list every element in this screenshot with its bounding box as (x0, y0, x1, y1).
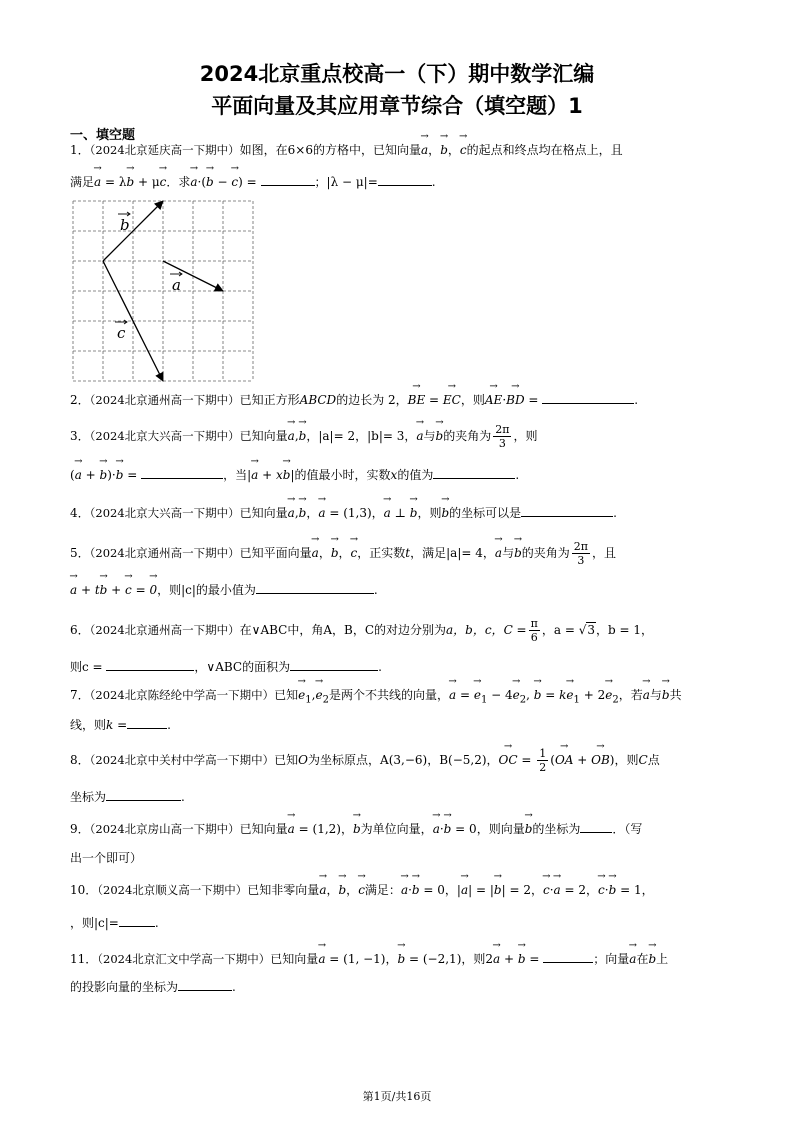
q3-angle-fraction: $\frac{2\pi}{3}$ (495, 423, 510, 450)
q1-text: ．求 (166, 175, 191, 189)
q5-text: 的夹角为 (521, 546, 570, 560)
q4-coordinates: (1,3) (343, 506, 372, 520)
q10-text: ，则|c|= (70, 916, 119, 930)
q11-vector-b: (−2,1) (422, 952, 462, 966)
q8-point-b: B(−5,2)， (439, 753, 499, 767)
question-8: 8．（2024北京中关村中学高一下期中）已知O为坐标原点，A(3,−6)，B(−5,2)，→ OC = $\frac{1}{2}$ (→ OA + → OB)，则C点 (70, 745, 730, 775)
question-9: 9．（2024北京房山高一下期中）已知向量→ a = (1,2)，→ b为单位向量，→ a·→ b = 0，则向量→ b的坐标为 ．（写 (70, 814, 730, 844)
q9-text: 已知向量 (239, 822, 288, 836)
q9-text: 的坐标为 (532, 822, 581, 836)
answer-blank[interactable] (580, 820, 612, 833)
doc-title-line1: 2024北京重点校高一（下）期中数学汇编 (199, 62, 595, 86)
q7-text: ，若 (618, 688, 643, 702)
q8-text: 已知 (274, 753, 299, 767)
answer-blank[interactable] (261, 173, 315, 186)
answer-blank[interactable] (542, 391, 634, 404)
q7-text: 已知 (274, 688, 299, 702)
q6-text: ，b = 1， (596, 623, 654, 637)
q9-source: （2024北京房山高一下期中） (89, 822, 240, 836)
q2-text: ，则 (460, 393, 485, 407)
q5-number: 5． (70, 546, 90, 560)
q5-text: ，且 (592, 546, 617, 560)
q1-text: ； (314, 175, 327, 189)
q1-text: 的方格中，已知向量 (313, 143, 422, 157)
q3-number: 3． (70, 429, 90, 443)
q11-text: 上 (656, 952, 669, 966)
q11-text: 在 (636, 952, 649, 966)
q11-vector-a: (1, −1) (343, 952, 386, 966)
q4-text: ，则 (417, 506, 442, 520)
q9-text: 为单位向量， (360, 822, 433, 836)
q7-source: （2024北京陈经纶中学高一下期中） (89, 688, 275, 702)
answer-blank[interactable] (543, 950, 593, 963)
q6-sides: a，b，c， (446, 623, 504, 637)
q5-text: ，则|c|的最小值为 (157, 583, 256, 597)
answer-blank[interactable] (106, 658, 194, 671)
q3-text: ，则 (513, 429, 538, 443)
q6-angle-fraction: $\frac{\pi}{6}$ (530, 617, 538, 644)
label-a: a (172, 276, 181, 294)
q5-angle-fraction: $\frac{2\pi}{3}$ (573, 540, 589, 567)
answer-blank[interactable] (256, 581, 374, 594)
q8-half-fraction: $\frac{1}{2}$ (539, 747, 547, 774)
answer-blank[interactable] (106, 788, 181, 801)
answer-blank[interactable] (521, 504, 613, 517)
q4-text: 已知向量 (239, 506, 288, 520)
q2-number: 2． (70, 393, 90, 407)
q6-text: ，∨ABC的面积为 (194, 660, 291, 674)
answer-blank[interactable] (378, 173, 432, 186)
q11-text: ；向量 (593, 952, 630, 966)
q1-source: （2024北京延庆高一下期中） (89, 143, 240, 157)
question-7-line2: 线，则k = . (70, 718, 171, 732)
q9-number: 9． (70, 822, 90, 836)
q8-point-a: A(3,−6)， (380, 753, 440, 767)
q8-source: （2024北京中关村中学高一下期中） (89, 753, 275, 767)
q5-text: ，正实数 (357, 546, 406, 560)
question-3-line2: (→ a + → b)·→ b = ，当|→ a + x→ b|的值最小时，实数x的值为 . (70, 460, 730, 490)
q1-text: 的起点和终点均在格点上，且 (466, 143, 623, 157)
section-title: 一、填空题 (70, 128, 136, 143)
q5-text: ，满足 (410, 546, 447, 560)
q6-source: （2024北京通州高一下期中） (89, 623, 240, 637)
vec-b: → b (440, 141, 448, 156)
q2-text: 已知正方形 (239, 393, 300, 407)
q10-number: 10． (70, 883, 98, 897)
answer-blank[interactable] (141, 466, 223, 479)
q9-coordinates: (1,2) (312, 822, 341, 836)
answer-blank[interactable] (433, 466, 515, 479)
q5-text: |a|= 4 (446, 546, 483, 560)
q9-text: ．（写 (612, 822, 643, 836)
grid-lines (73, 201, 253, 381)
q2-text: 的边长为 2， (336, 393, 408, 407)
q6-angle: C = (503, 623, 527, 637)
question-9-line2 (70, 843, 730, 873)
question-1-line2: 满足→ a = λ→ b + μ→ c．求→ a·(→ b − → c) = ；|λ − μ|= . (70, 167, 730, 197)
q3-text: ，当 (223, 468, 248, 482)
question-5-line2: → a + t→ b + → c = → 0，则|c|的最小值为 . (70, 575, 730, 605)
question-6-line2: 则c = ，∨ABC的面积为 . (70, 660, 382, 674)
question-8-line2: 坐标为 . (70, 790, 185, 804)
q5-source: （2024北京通州高一下期中） (89, 546, 240, 560)
q3-text: ，|a|= 2，|b|= 3， (306, 429, 417, 443)
question-10: 10．（2024北京顺义高一下期中）已知非零向量→ a，→ b，→ c满足：→ a·→ b = 0，|→ a| = |→ b| = 2，→ c·→ a = 2，→ c·→ b = 1， (70, 875, 730, 905)
q7-text: 共 (669, 688, 682, 702)
q10-text: 满足： (364, 883, 401, 897)
q3-text: 的值最小时，实数 (294, 468, 391, 482)
q7-text: 是两个不共线的向量， (328, 688, 449, 702)
q1-text: 如图，在 (239, 143, 288, 157)
question-11-line2: 的投影向量的坐标为 . (70, 980, 236, 994)
q7-number: 7． (70, 688, 90, 702)
q3-text: 已知向量 (239, 429, 288, 443)
page-number: 第1页/共16页 (362, 1090, 432, 1103)
q11-text: 的投影向量的坐标为 (70, 980, 179, 994)
q9-text: 出一个即可） (70, 851, 143, 865)
q4-number: 4． (70, 506, 90, 520)
q8-text: ，则 (614, 753, 639, 767)
doc-title-line2: 平面向量及其应用章节综合（填空题）1 (211, 94, 583, 118)
q4-text: 的坐标可以是 (449, 506, 522, 520)
answer-blank[interactable] (119, 914, 155, 927)
q1-text: |λ − μ|= (326, 175, 378, 189)
q10-source: （2024北京顺义高一下期中） (97, 883, 248, 897)
vec-a: → a (421, 141, 428, 156)
q4-source: （2024北京大兴高一下期中） (89, 506, 240, 520)
question-3: 3．（2024北京大兴高一下期中）已知向量→ a,→ b，|a|= 2，|b|= 3，→ a与→ b的夹角为 $\frac{2\pi}{3}$ ，则 (70, 421, 730, 451)
q1-grid-size: 6×6 (287, 143, 313, 157)
question-5: 5．（2024北京通州高一下期中）已知平面向量→ a，→ b，→ c，正实数t，满足|a|= 4，→ a与→ b的夹角为 $\frac{2\pi}{3}$ ，且 (70, 538, 730, 568)
q6-number: 6． (70, 623, 90, 637)
question-1: 1．（2024北京延庆高一下期中）如图，在6×6的方格中，已知向量→ a，→ b，→ c的起点和终点均在格点上，且 (70, 135, 730, 165)
question-2: 2．（2024北京通州高一下期中）已知正方形ABCD的边长为 2，→ BE = → EC，则→ AE·→ BD = . (70, 385, 730, 415)
q10-text: 已知非零向量 (247, 883, 320, 897)
q6-text: ，a = (541, 623, 575, 637)
q8-text: 为坐标原点， (308, 753, 381, 767)
q8-point-c: C (638, 753, 648, 767)
q2-square-name: ABCD (299, 393, 337, 407)
question-11: 11．（2024北京汇文中学高一下期中）已知向量→ a = (1, −1)，→ b = (−2,1)，则2→ a + → b = ；向量→ a在→ b上 (70, 944, 730, 974)
q1-number: 1． (70, 143, 90, 157)
q7-variable: k = (106, 718, 128, 732)
question-10-line2: ，则|c|= . (70, 916, 159, 930)
question-4: 4．（2024北京大兴高一下期中）已知向量→ a,→ b，→ a = (1,3)，→ a ⊥ → b，则→ b的坐标可以是 . (70, 498, 730, 528)
answer-blank[interactable] (127, 716, 167, 729)
q7-text: 线，则 (70, 718, 107, 732)
q2-source: （2024北京通州高一下期中） (89, 393, 240, 407)
q1-text: 满足 (70, 175, 95, 189)
q8-origin: O (298, 753, 309, 767)
vector-grid-figure (70, 197, 256, 383)
q11-text: ，则 (461, 952, 486, 966)
label-c: c (117, 324, 126, 342)
answer-blank[interactable] (290, 658, 378, 671)
q8-number: 8． (70, 753, 90, 767)
q8-text: 点 (647, 753, 660, 767)
vec-c: → c (460, 141, 467, 156)
q11-source: （2024北京汇文中学高一下期中） (97, 952, 271, 966)
q8-text: 坐标为 (70, 790, 107, 804)
q3-text: 的值为 (397, 468, 434, 482)
q3-text: 的夹角为 (443, 429, 492, 443)
q3-source: （2024北京大兴高一下期中） (89, 429, 240, 443)
question-7: 7．（2024北京陈经纶中学高一下期中）已知→ $e_1,\to e_2$是两个不共线的向量，→ a = → $e_1 - 4\to e_2$, → $b = k\to e_1 + 2\to e_2$，若→ a与→ b共 (70, 680, 730, 715)
q11-number: 11． (70, 952, 98, 966)
question-6: 6．（2024北京通州高一下期中）在∨ABC中，角A，B，C的对边分别为a，b，c，C = $\frac{\pi}{6}$ ，a = √3，b = 1， (70, 617, 654, 644)
q9-text: ，则向量 (476, 822, 525, 836)
label-b: b (120, 216, 130, 234)
q6-text: 则c = (70, 660, 103, 674)
q11-text: 已知向量 (270, 952, 319, 966)
answer-blank[interactable] (178, 978, 232, 991)
q6-radicand: 3 (587, 623, 595, 637)
q6-text: 在∨ABC中，角A，B，C的对边分别为 (239, 623, 446, 637)
q5-text: 已知平面向量 (239, 546, 312, 560)
